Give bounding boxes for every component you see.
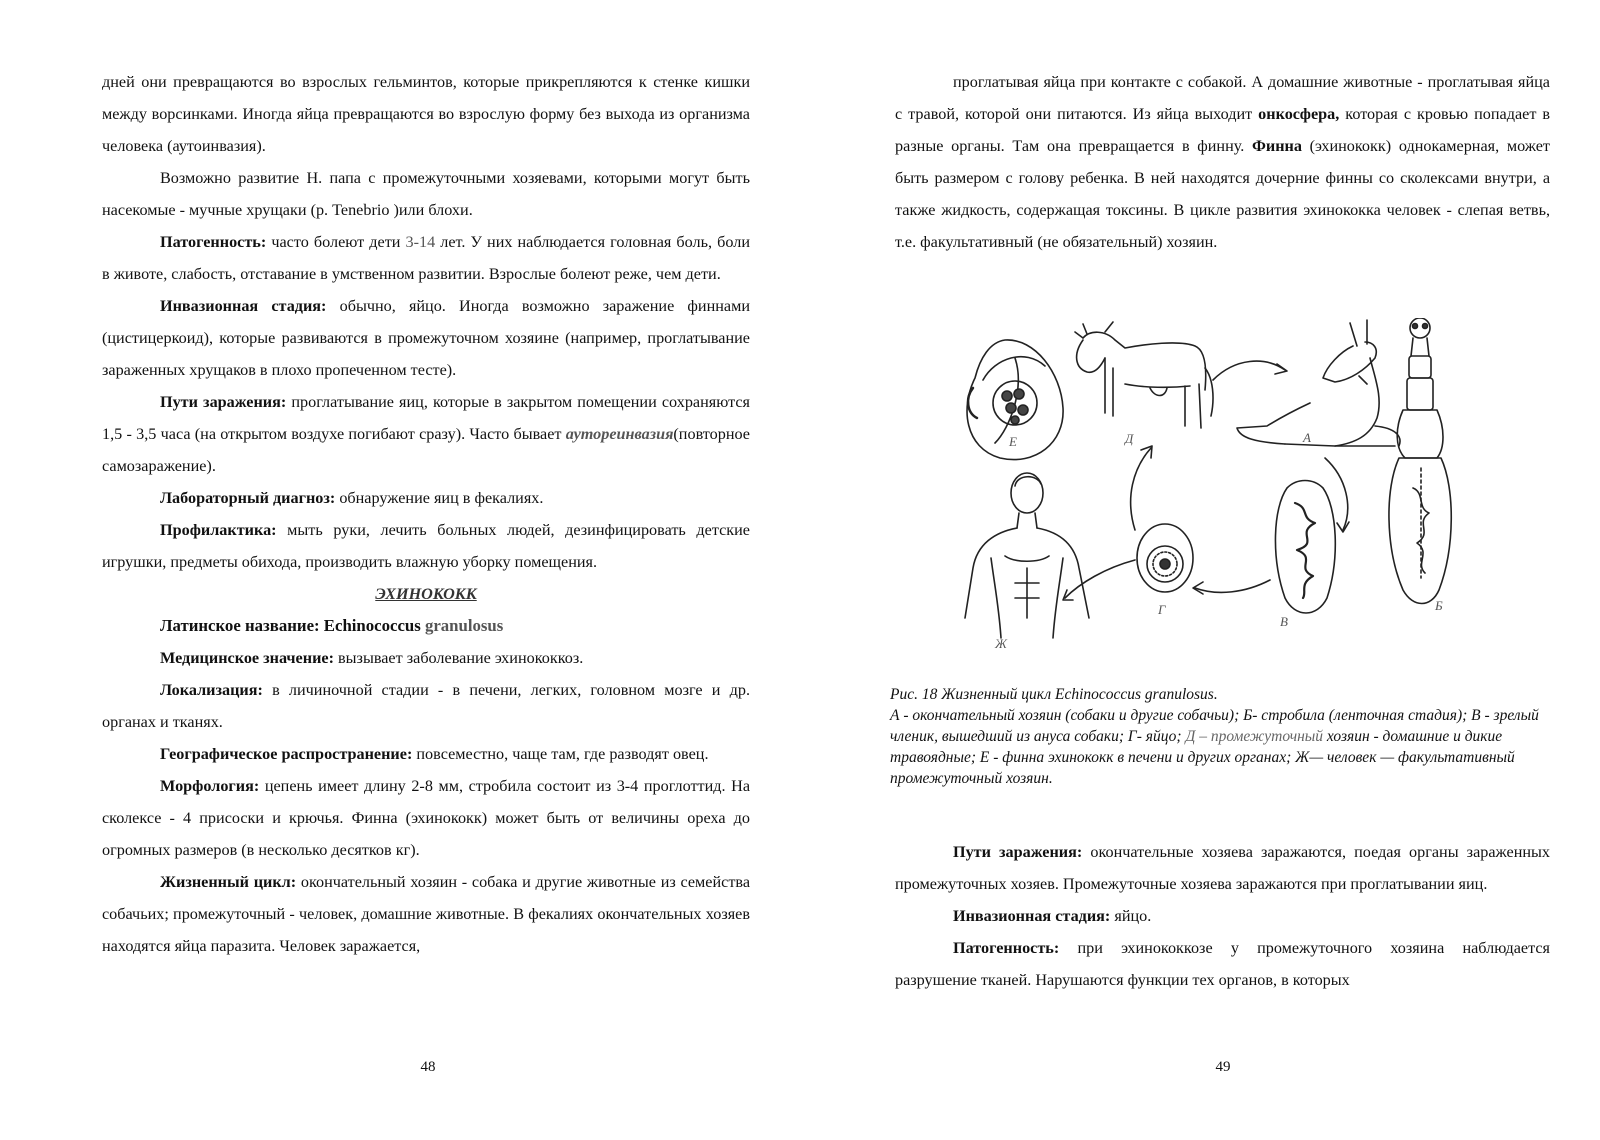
paragraph-life-cycle: Жизненный цикл: окончательный хозяин - собака и другие животные из семейства собачьих; промежуточный - человек, домашние животные. В фекалиях окончательных хозяев находятся яйца паразита. Человек заражается, <box>102 873 751 955</box>
paragraph-intermediate-hosts: Возможно развитие H. папа с промежуточными хозяевами, которыми могут быть насекомые - мучные хрущаки (р. Tenebrio )или блохи. <box>102 169 750 219</box>
arrow-egg-to-human <box>1065 560 1135 598</box>
arrow-cow-to-dog <box>1213 361 1285 380</box>
dog-drawing <box>1237 320 1400 446</box>
age-range: 3-14 <box>405 233 436 251</box>
figure-label-d: Д <box>1125 431 1134 446</box>
page-number-right: 49 <box>1215 1059 1231 1075</box>
figure-label-a: А <box>1303 430 1311 445</box>
paragraph-infection-routes: Пути заражения: проглатывание яиц, которые в закрытом помещении сохраняются 1,5 - 3,5 часа (на открытом воздухе погибают сразу). Часто бывает аутореинвазия(повторное самозаражение). <box>102 393 750 475</box>
life-cycle-illustration <box>955 318 1555 658</box>
paragraph-geography: Географическое распространение: повсеместно, чаще там, где разводят овец. <box>160 745 709 763</box>
paragraph-medical-significance: Медицинское значение: вызывает заболевание эхинококкоз. <box>160 649 584 667</box>
label-pathogenicity: Патогенность: <box>160 233 267 251</box>
paragraph-infection-routes-2: Пути заражения: окончательные хозяева заражаются, поедая органы зараженных промежуточных хозяев. Промежуточные хозяева заражаются при проглатывании яиц. <box>895 843 1550 893</box>
figure-label-g: Г <box>1158 602 1166 617</box>
paragraph-life-cycle-continued: проглатывая яйца при контакте с собакой. А домашние животные - проглатывая яйца с травой, которой они питаются. Из яйца выходит онкосфера, которая с кровью попадает в разные органы. Там она превращается в финну. Финна (эхинококк) однокамерная, может быть размером с голову ребенка. В ней находятся дочерние финны со сколексами внутри, а также жидкость, содержащая токсины. В цикле развития эхинококка человек - слепая ветвь, т.е. факультативный (не обязательный) хозяин. <box>895 73 1551 251</box>
right-bottom-text <box>895 836 1550 996</box>
label-infection-routes: Пути заражения: <box>160 393 287 411</box>
label-prevention: Профилактика: <box>160 521 277 539</box>
term-autoreinvasion: аутореинвазия <box>565 425 674 443</box>
right-text-column <box>895 66 1550 258</box>
term-finna: Финна <box>1251 137 1302 155</box>
left-text-column <box>102 66 750 962</box>
life-cycle-figure <box>955 318 1555 658</box>
label-localization: Локализация: <box>160 681 263 699</box>
paragraph-adult-helminths: дней они превращаются во взрослых гельминтов, которые прикрепляются к стенке кишки между ворсинками. Иногда яйца превращаются во взрослую форму без выхода из организма человека (аутоинвазия). <box>102 73 750 155</box>
label-geography: Географическое распространение: <box>160 745 413 763</box>
strobila-drawing <box>1389 318 1451 604</box>
paragraph-latin-name <box>102 610 750 642</box>
label-life-cycle: Жизненный цикл: <box>160 873 297 891</box>
paragraph-prevention: Профилактика: мыть руки, лечить больных людей, дезинфицировать детские игрушки, предметы обихода, производить влажную уборку помещения. <box>102 521 750 571</box>
arrow-up <box>1131 448 1151 530</box>
figure-label-b: Б <box>1435 598 1443 613</box>
egg-drawing <box>1137 524 1193 592</box>
figure-label-e: Е <box>1009 434 1017 449</box>
proglottid-drawing <box>1275 481 1335 614</box>
arrow-proglottid-to-egg <box>1195 580 1270 592</box>
label-latin-name: Латинское название: Echinococcus <box>160 616 425 635</box>
label-pathogenicity-2: Патогенность: <box>953 939 1060 957</box>
term-oncosphere: онкосфера, <box>1258 105 1340 123</box>
cow-drawing <box>1075 322 1213 428</box>
figure-label-v: В <box>1280 614 1288 629</box>
figure-caption <box>890 684 1550 789</box>
species-name: granulosus <box>424 616 504 635</box>
label-morphology: Морфология: <box>160 777 260 795</box>
label-infection-routes-2: Пути заражения: <box>953 843 1083 861</box>
label-invasive-stage-2: Инвазионная стадия: <box>953 907 1111 925</box>
label-lab-diagnosis: Лабораторный диагноз: <box>160 489 336 507</box>
paragraph-lab-diagnosis: Лабораторный диагноз: обнаружение яиц в фекалиях. <box>160 489 544 507</box>
label-medical-significance: Медицинское значение: <box>160 649 334 667</box>
label-invasive-stage: Инвазионная стадия: <box>160 297 327 315</box>
paragraph-pathogenicity-2: Патогенность: при эхинококкозе у промежуточного хозяина наблюдается разрушение тканей. Нарушаются функции тех органов, в которых <box>895 939 1550 989</box>
section-heading: ЭХИНОКОКК <box>375 585 477 603</box>
caption-body: А - окончательный хозяин (собаки и другие собачьи); Б- стробила (ленточная стадия); В - зрелый членик, вышедший из ануса собаки; Г- яйцо; Д – промежуточный хозяин - домашние и дикие травоядные; Е - финна эхинококк в печени и других органах; Ж— человек — факультативный промежуточный хозяин. <box>890 707 1539 787</box>
figure-label-zh: Ж <box>995 636 1007 651</box>
paragraph-localization: Локализация: в личиночной стадии - в печени, легких, головном мозге и др. органах и тканях. <box>102 681 750 731</box>
paragraph-invasive-stage-2: Инвазионная стадия: яйцо. <box>953 907 1152 925</box>
human-drawing <box>965 473 1089 638</box>
paragraph-morphology: Морфология: цепень имеет длину 2-8 мм, стробила состоит из 3-4 проглоттид. На сколексе - 4 присоски и крючья. Финна (эхинококк) может быть от величины ореха до огромных размеров (в несколько десятков кг). <box>102 777 750 859</box>
arrow-dog-to-proglottid <box>1325 458 1348 530</box>
caption-title: Рис. 18 Жизненный цикл Echinococcus granulosus. <box>890 686 1218 703</box>
page-number-left: 48 <box>420 1059 436 1075</box>
paragraph-pathogenicity: Патогенность: часто болеют дети 3-14 лет. У них наблюдается головная боль, боли в животе, слабость, отставание в умственном развитии. Взрослые болеют реже, чем дети. <box>102 233 750 283</box>
paragraph-invasive-stage: Инвазионная стадия: обычно, яйцо. Иногда возможно заражение финнами (цистицеркоид), которые развиваются в промежуточном хозяине (например, проглатывание зараженных хрущаков в плохо пропеченном тесте). <box>102 297 750 379</box>
